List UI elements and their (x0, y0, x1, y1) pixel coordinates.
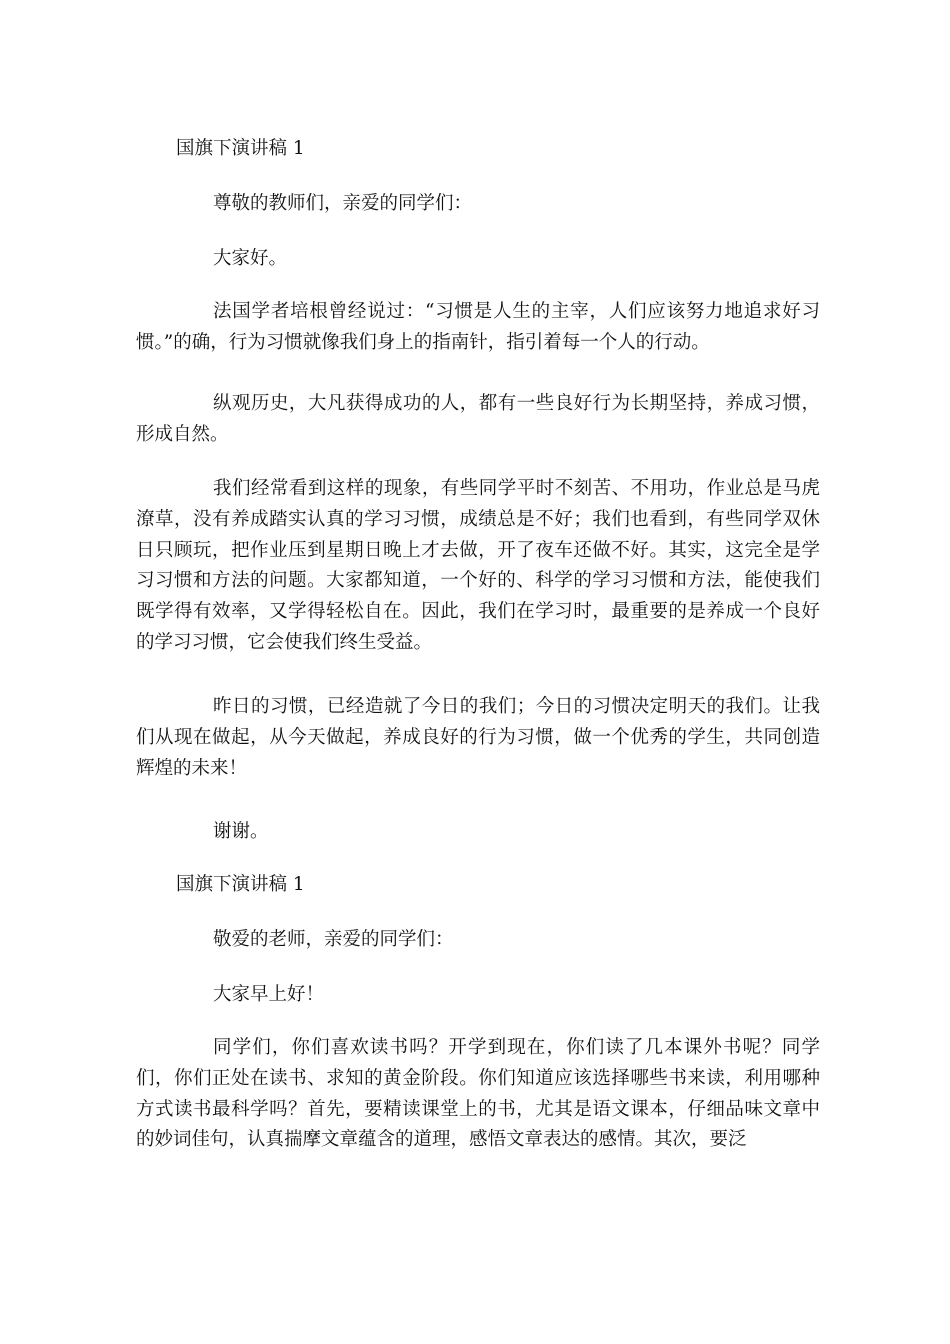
speech-closing: 谢谢。 (213, 821, 269, 842)
speech-greeting: 敬爱的老师，亲爱的同学们： (213, 929, 454, 950)
speech-opening: 大家好。 (213, 248, 288, 269)
body-paragraph: 纵观历史，大凡获得成功的人，都有一些良好行为长期坚持，养成习惯，形成自然。 (136, 393, 820, 445)
body-paragraph: 法国学者培根曾经说过：“习惯是人生的主宰，人们应该努力地追求好习惯。”的确，行为习惯就像我们身上的指南针，指引着每一个人的行动。 (136, 301, 820, 353)
speech-opening: 大家早上好！ (213, 984, 325, 1005)
body-paragraph: 同学们，你们喜欢读书吗？开学到现在，你们读了几本课外书呢？同学们，你们正处在读书、求知的黄金阶段。你们知道应该选择哪些书来读，利用哪种方式读书最科学吗？首先，要精读课堂上的书，尤其是语文课本，仔细品味文章中的妙词佳句，认真揣摩文章蕴含的道理，感悟文章表达的感情。其次，要泛 (136, 1037, 820, 1151)
body-paragraph: 我们经常看到这样的现象，有些同学平时不刻苦、不用功，作业总是马虎潦草，没有养成踏实认真的学习习惯，成绩总是不好；我们也看到，有些同学双休日只顾玩，把作业压到星期日晚上才去做，开了夜车还做不好。其实，这完全是学习习惯和方法的问题。大家都知道，一个好的、科学的学习习惯和方法，能使我们既学得有效率，又学得轻松自在。因此，我们在学习时，最重要的是养成一个良好的学习习惯，它会使我们终生受益。 (136, 478, 820, 653)
body-paragraph: 昨日的习惯，已经造就了今日的我们；今日的习惯决定明天的我们。让我们从现在做起，从今天做起，养成良好的行为习惯，做一个优秀的学生，共同创造辉煌的未来！ (136, 696, 820, 779)
speech-title: 国旗下演讲稿 1 (176, 874, 305, 895)
speech-title: 国旗下演讲稿 1 (176, 138, 305, 159)
speech-greeting: 尊敬的教师们，亲爱的同学们： (213, 193, 473, 214)
